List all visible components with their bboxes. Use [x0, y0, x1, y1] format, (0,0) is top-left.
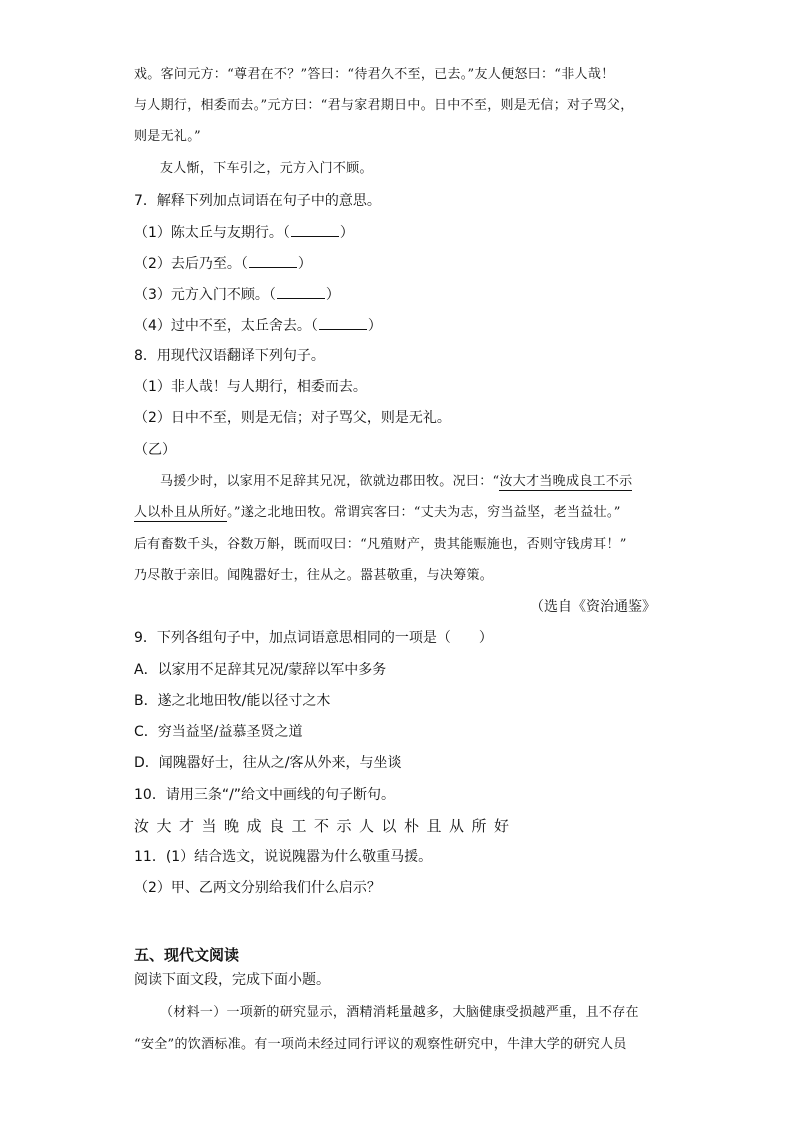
underlined-sentence-part-1: 汝大才当晚成良工不示	[499, 474, 633, 489]
q7-item-3: （3）元方入门不顾。（ ）	[134, 287, 340, 303]
q7-item-4: （4）过中不至，太丘舍去。（ ）	[134, 318, 382, 334]
material-1-line-1: （材料一）一项新的研究显示，酒精消耗量越多，大脑健康受损越严重，且不存在	[160, 1005, 639, 1020]
answer-blank[interactable]	[291, 223, 339, 237]
passage-yi-line-3: 后有畜数千头，谷数万斛，既而叹曰：“凡殖财产，贵其能赈施也，否则守钱虏耳！”	[134, 537, 627, 552]
passage-jia-line-2: 与人期行，相委而去。”元方曰：“君与家君期日中。日中不至，则是无信；对子骂父，	[134, 98, 634, 113]
answer-blank[interactable]	[319, 316, 367, 330]
passage-jia-line-3: 则是无礼。”	[134, 129, 201, 144]
underlined-sentence-part-2: 人以朴且从所好	[134, 505, 228, 520]
q10-title: 10．请用三条“/”给文中画线的句子断句。	[134, 787, 396, 803]
q8-item-1: （1）非人哉！与人期行，相委而去。	[134, 379, 367, 395]
section-5-intro: 阅读下面文段，完成下面小题。	[134, 972, 330, 988]
q7-title: 7．解释下列加点词语在句子中的意思。	[134, 193, 381, 209]
q9-option-b: B．遂之北地田牧/能以径寸之木	[134, 693, 331, 709]
passage-yi-source: （选自《资治通鉴》	[530, 599, 656, 615]
passage-jia-line-4: 友人惭，下车引之，元方入门不顾。	[160, 161, 373, 176]
q11-item-1: 11．(1）结合选文，说说隗嚣为什么敬重马援。	[134, 849, 433, 865]
answer-blank[interactable]	[277, 285, 325, 299]
section-5-heading: 五、现代文阅读	[134, 946, 240, 964]
q11-item-2: （2）甲、乙两文分别给我们什么启示？	[134, 880, 381, 896]
q7-item-2: （2）去后乃至。（ ）	[134, 256, 312, 272]
q8-title: 8．用现代汉语翻译下列句子。	[134, 348, 325, 364]
passage-jia-line-1: 戏。客问元方：“尊君在不？”答曰：“待君久不至，已去。”友人便怒曰：“非人哉！	[134, 67, 615, 82]
passage-yi-line-2: 人以朴且从所好。”遂之北地田牧。常谓宾客曰：“丈夫为志，穷当益坚，老当益壮。”	[134, 505, 621, 520]
passage-yi-line-4: 乃尽散于亲旧。闻隗嚣好士，往从之。嚣甚敬重，与决筹策。	[134, 568, 494, 583]
passage-yi-line-1: 马援少时，以家用不足辞其兄况，欲就边郡田牧。况曰：“汝大才当晚成良工不示	[160, 474, 633, 489]
q8-item-2: （2）日中不至，则是无信；对子骂父，则是无礼。	[134, 410, 451, 426]
q9-title: 9．下列各组句子中，加点词语意思相同的一项是（ ）	[134, 630, 493, 646]
q9-option-c: C．穷当益坚/益慕圣贤之道	[134, 724, 303, 740]
q9-option-d: D．闻隗嚣好士，往从之/客从外来，与坐谈	[134, 755, 402, 771]
q10-sentence: 汝大才当晚成良工不示人以朴且从所好	[134, 817, 517, 835]
q9-option-a: A．以家用不足辞其兄况/蒙辞以军中多务	[134, 662, 387, 678]
passage-yi-label: （乙）	[134, 442, 176, 458]
q7-item-1: （1）陈太丘与友期行。（ ）	[134, 225, 354, 241]
answer-blank[interactable]	[249, 254, 297, 268]
material-1-line-2: “安全”的饮酒标准。有一项尚未经过同行评议的观察性研究中，牛津大学的研究人员	[134, 1037, 627, 1052]
